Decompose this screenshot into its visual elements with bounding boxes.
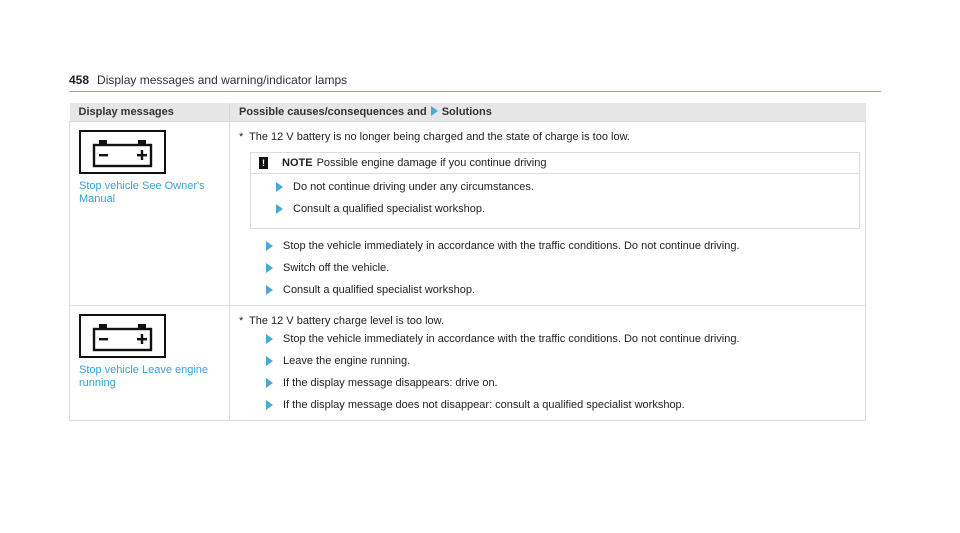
step-text: Stop the vehicle immediately in accordance with the traffic conditions. Do not continue driving. [283, 333, 740, 345]
battery-icon [79, 130, 166, 174]
solution-steps [266, 239, 856, 297]
step-arrow-icon [266, 356, 273, 366]
col-header-causes: Possible causes/consequences and [239, 106, 427, 118]
list-item [266, 332, 856, 346]
table-row [70, 122, 866, 306]
asterisk: * [239, 131, 244, 143]
warning-icon: ! [259, 157, 268, 169]
list-item [266, 261, 856, 275]
page-header [69, 70, 881, 92]
step-text: Consult a qualified specialist workshop. [293, 203, 485, 215]
list-item [266, 376, 856, 390]
cause-text [239, 314, 856, 328]
asterisk: * [239, 315, 244, 327]
step-text: Stop the vehicle immediately in accordance with the traffic conditions. Do not continue driving. [283, 240, 740, 252]
note-text: Possible engine damage if you continue driving [316, 157, 547, 169]
col-header-causes-solutions [230, 103, 866, 122]
col-header-solutions: Solutions [441, 106, 492, 118]
col-header-display-messages: Display messages [70, 103, 230, 122]
list-item [266, 283, 856, 297]
display-message-cell [70, 306, 230, 421]
list-item [266, 398, 856, 412]
list-item [276, 180, 851, 194]
note-body [251, 174, 859, 228]
step-arrow-icon [266, 263, 273, 273]
page-number: 458 [69, 73, 90, 87]
list-item [266, 354, 856, 368]
step-text: If the display message disappears: drive on. [283, 377, 498, 389]
step-arrow-icon [266, 400, 273, 410]
step-text: If the display message does not disappear: consult a qualified specialist workshop. [283, 399, 685, 411]
list-item [276, 202, 851, 216]
list-item [266, 239, 856, 253]
cause-text [239, 130, 856, 144]
section-title: Display messages and warning/indicator lamps [97, 73, 348, 87]
battery-icon [79, 314, 166, 358]
message-label: Stop vehicle See Owner's Manual [79, 180, 205, 205]
step-text: Leave the engine running. [283, 355, 411, 367]
step-arrow-icon [266, 378, 273, 388]
step-text: Do not continue driving under any circumstances. [293, 181, 534, 193]
step-arrow-icon [266, 334, 273, 344]
step-arrow-icon [276, 204, 283, 214]
causes-solutions-cell [230, 122, 866, 306]
note-box [250, 152, 860, 229]
step-arrow-icon [266, 241, 273, 251]
cause-description: The 12 V battery is no longer being charged and the state of charge is too low. [249, 131, 630, 143]
step-arrow-icon [266, 285, 273, 295]
step-text: Switch off the vehicle. [283, 262, 390, 274]
message-label: Stop vehicle Leave engine running [79, 364, 209, 389]
cause-description: The 12 V battery charge level is too low. [249, 315, 445, 327]
note-title: NOTE [282, 157, 313, 169]
solution-steps [266, 332, 856, 412]
display-messages-table [69, 103, 866, 421]
causes-solutions-cell [230, 306, 866, 421]
step-text: Consult a qualified specialist workshop. [283, 284, 475, 296]
step-arrow-icon [276, 182, 283, 192]
note-header [251, 153, 859, 174]
table-header-row [70, 103, 866, 122]
table-row [70, 306, 866, 421]
solution-arrow-icon [431, 106, 438, 116]
display-message-cell [70, 122, 230, 306]
